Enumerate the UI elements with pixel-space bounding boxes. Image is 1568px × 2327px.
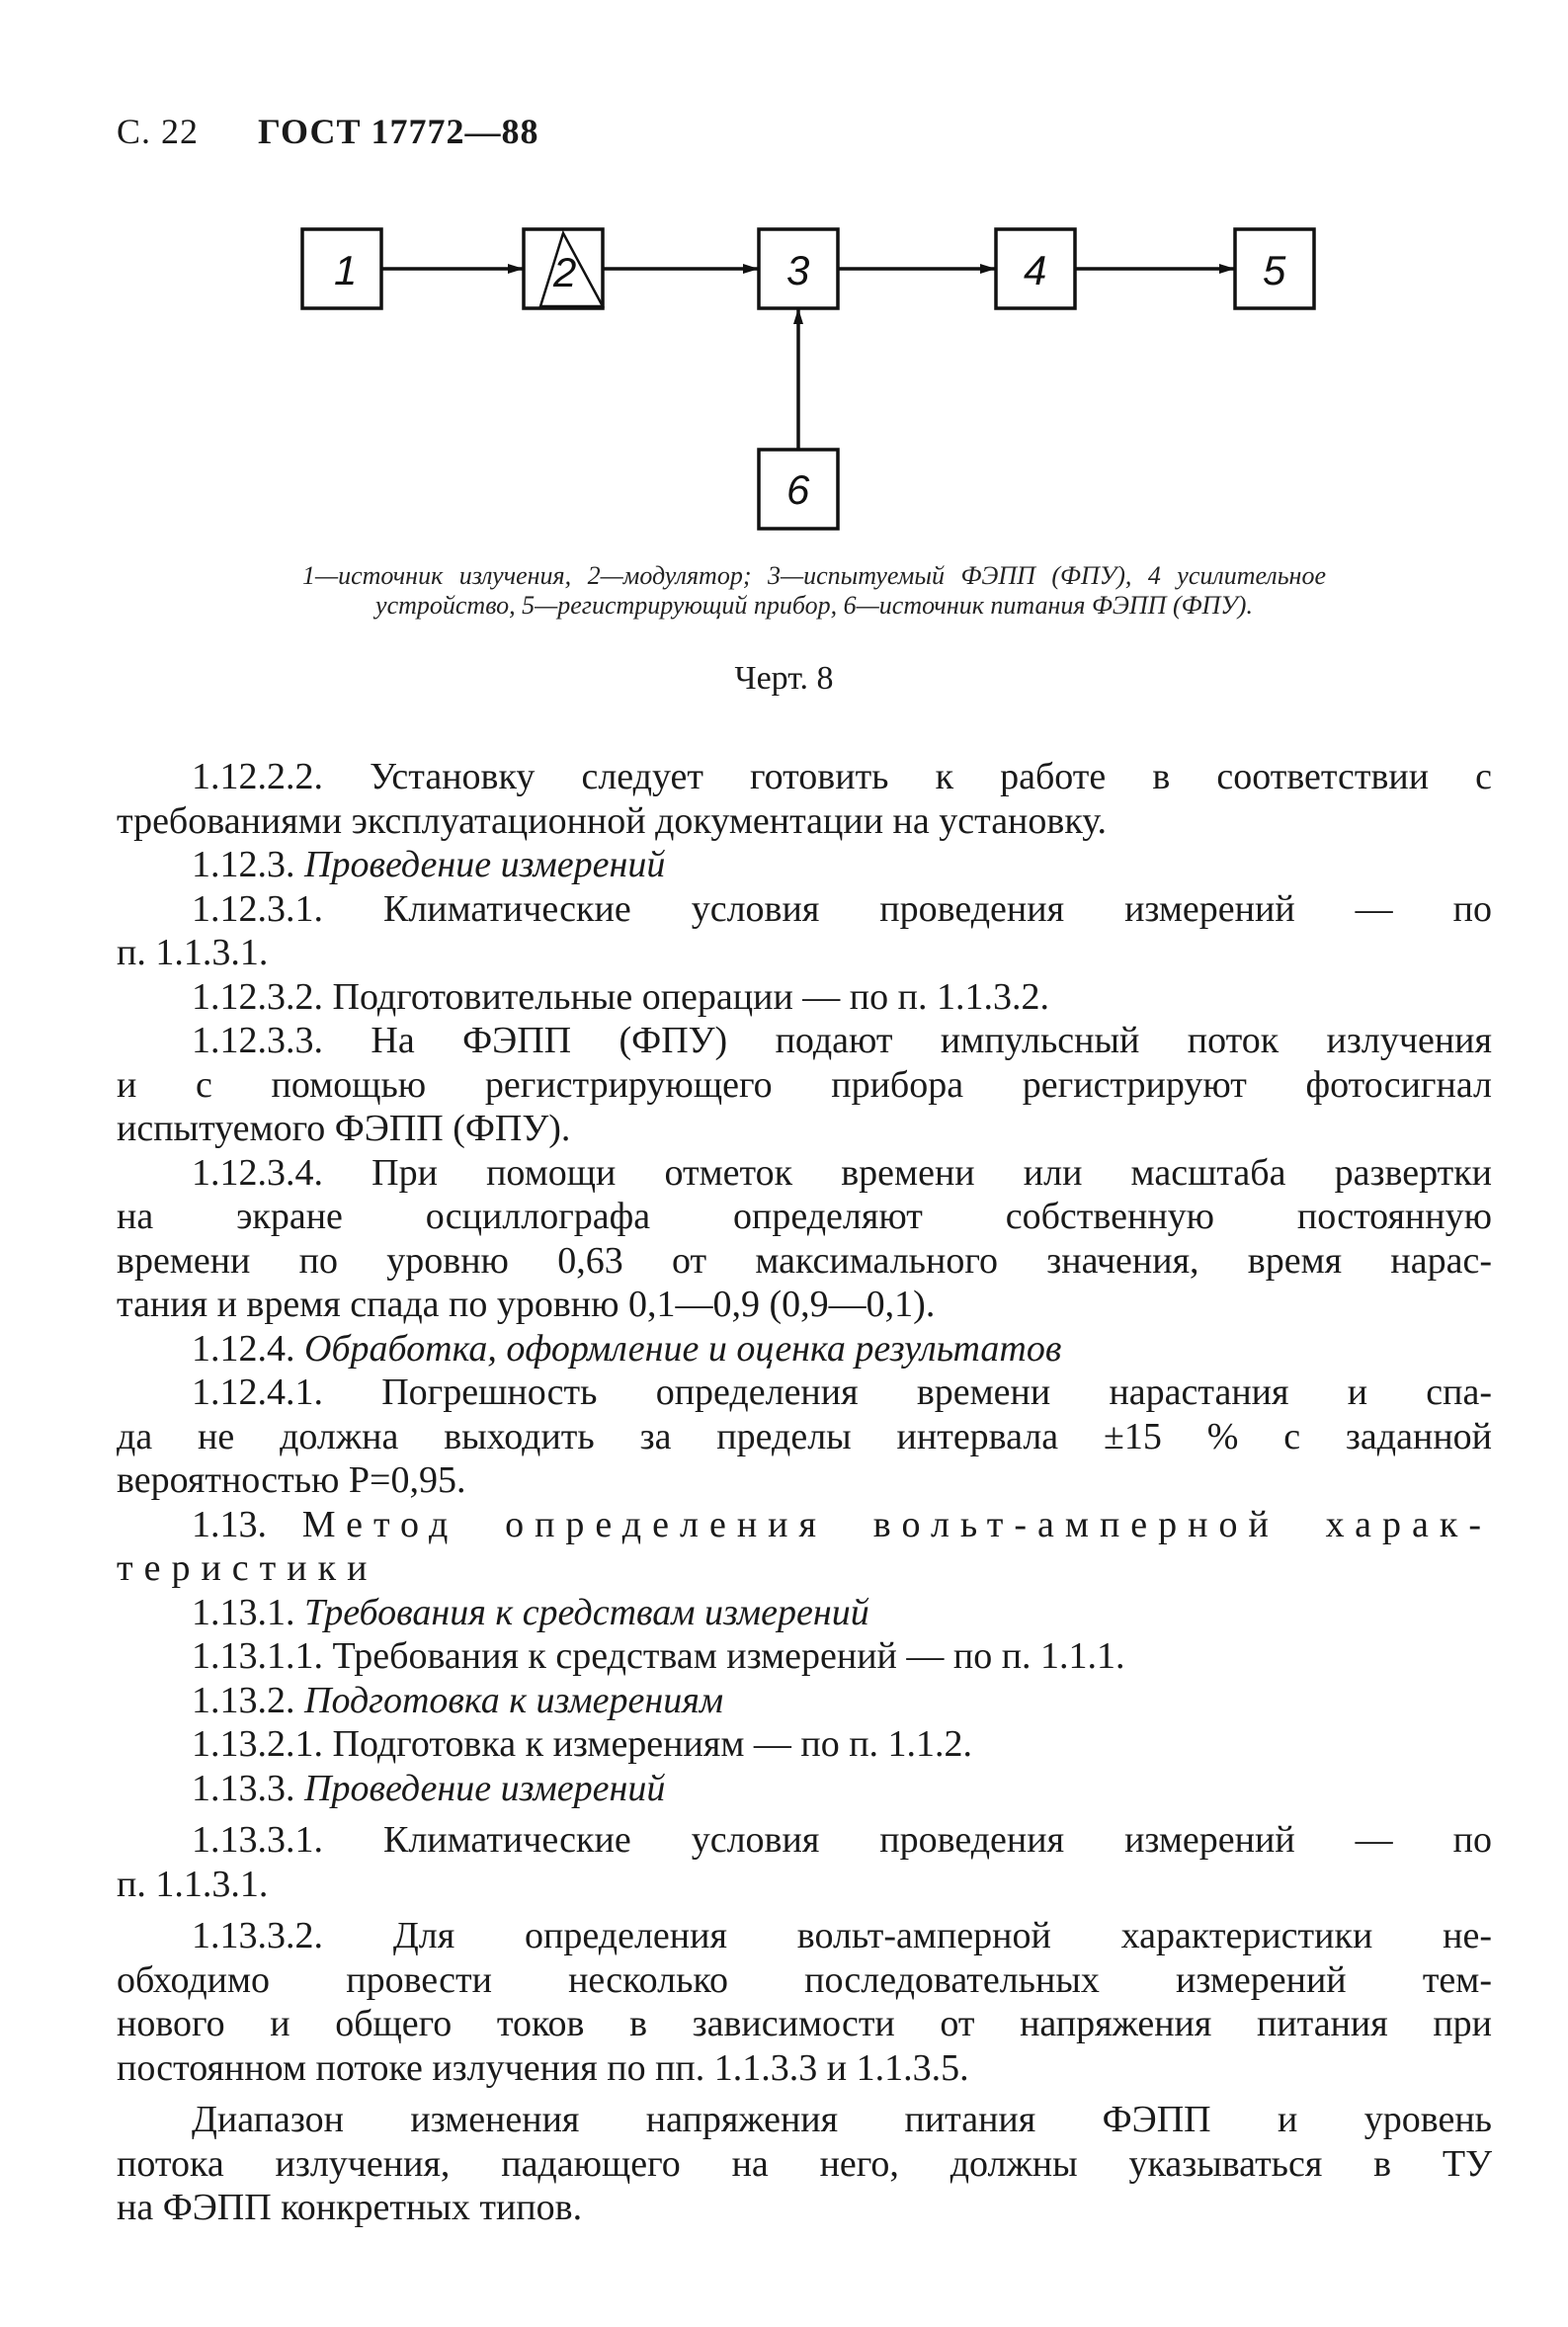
paragraph: на ФЭПП конкретных типов. (117, 2187, 583, 2228)
section-heading: 1.12.3. Проведение измерений (192, 844, 666, 885)
paragraph: 1.13.3.1. Климатические условия проведения измерений — по (192, 1819, 1492, 1861)
paragraph: да не должна выходить за пределы интервала ±15 % с заданной (117, 1415, 1492, 1457)
paragraph: 1.12.4.1. Погрешность определения времени нарастания и спа- (192, 1371, 1492, 1413)
paragraph: 1.13.3.2. Для определения вольт-амперной характеристики не- (192, 1915, 1492, 1956)
paragraph: 1.12.3.4. При помощи отметок времени или масштаба развертки (192, 1151, 1492, 1194)
paragraph: постоянном потоке излучения по пп. 1.1.3.3 и 1.1.3.5. (117, 2046, 969, 2089)
section-heading: 1.12.4. Обработка, оформление и оценка результатов (192, 1327, 1062, 1370)
block-2-label: 2 (553, 249, 577, 295)
section-heading: теристики (117, 1547, 378, 1589)
document-body (117, 755, 1492, 2230)
paragraph: вероятностью Р=0,95. (117, 1459, 466, 1501)
figure-caption: Черт. 8 (734, 660, 834, 697)
paragraph: 1.12.3.3. На ФЭПП (ФПУ) подают импульсный поток излучения (192, 1020, 1492, 1061)
block-4-label: 4 (1024, 247, 1047, 293)
section-heading: 1.13.2. Подготовка к измерениям (192, 1679, 724, 1721)
paragraph: испытуемого ФЭПП (ФПУ). (117, 1108, 571, 1149)
block-1-label: 1 (334, 247, 358, 293)
paragraph: требованиями эксплуатационной документации на установку. (117, 799, 1107, 842)
paragraph: п. 1.1.3.1. (117, 932, 269, 973)
paragraph: времени по уровню 0,63 от максимального значения, время нарас- (117, 1239, 1492, 1282)
paragraph: и с помощью регистрирующего прибора регистрируют фотосигнал (117, 1063, 1492, 1106)
block-5-label: 5 (1263, 247, 1286, 293)
standard-number: ГОСТ 17772—88 (258, 112, 539, 151)
paragraph: 1.12.2.2. Установку следует готовить к работе в соответствии с (192, 756, 1492, 797)
paragraph: Диапазон изменения напряжения питания ФЭПП и уровень (192, 2099, 1492, 2140)
block-6-label: 6 (786, 466, 810, 513)
paragraph: 1.13.1.1. Требования к средствам измерений — по п. 1.1.1. (192, 1635, 1125, 1677)
section-heading: 1.13.3. Проведение измерений (192, 1767, 666, 1809)
paragraph: на экране осциллографа определяют собственную постоянную (117, 1196, 1492, 1237)
section-heading: 1.13. Метод определения вольт-амперной харак- (192, 1503, 1492, 1545)
paragraph: тания и время спада по уровню 0,1—0,9 (0,9—0,1). (117, 1284, 936, 1325)
paragraph: 1.12.3.1. Климатические условия проведения измерений — по (192, 887, 1492, 930)
diagram-legend: 1—источник излучения, 2—модулятор; 3—испытуемый ФЭПП (ФПУ), 4 усилительное устройство, 5—регистрирующий прибор, 6—источник питания ФЭПП (ФПУ). (302, 561, 1326, 620)
page-number: С. 22 (117, 112, 200, 151)
paragraph: потока излучения, падающего на него, должны указываться в ТУ (117, 2142, 1492, 2185)
paragraph: 1.13.2.1. Подготовка к измерениям — по п. 1.1.2. (192, 1723, 973, 1765)
block-3-label: 3 (786, 247, 810, 293)
section-heading: 1.13.1. Требования к средствам измерений (192, 1591, 869, 1633)
block-diagram (0, 0, 1568, 553)
paragraph: п. 1.1.3.1. (117, 1863, 269, 1905)
paragraph: 1.12.3.2. Подготовительные операции — по п. 1.1.3.2. (192, 975, 1049, 1018)
paragraph: обходимо провести несколько последовательных измерений тем- (117, 1958, 1492, 2001)
paragraph: нового и общего токов в зависимости от напряжения питания при (117, 2003, 1492, 2044)
